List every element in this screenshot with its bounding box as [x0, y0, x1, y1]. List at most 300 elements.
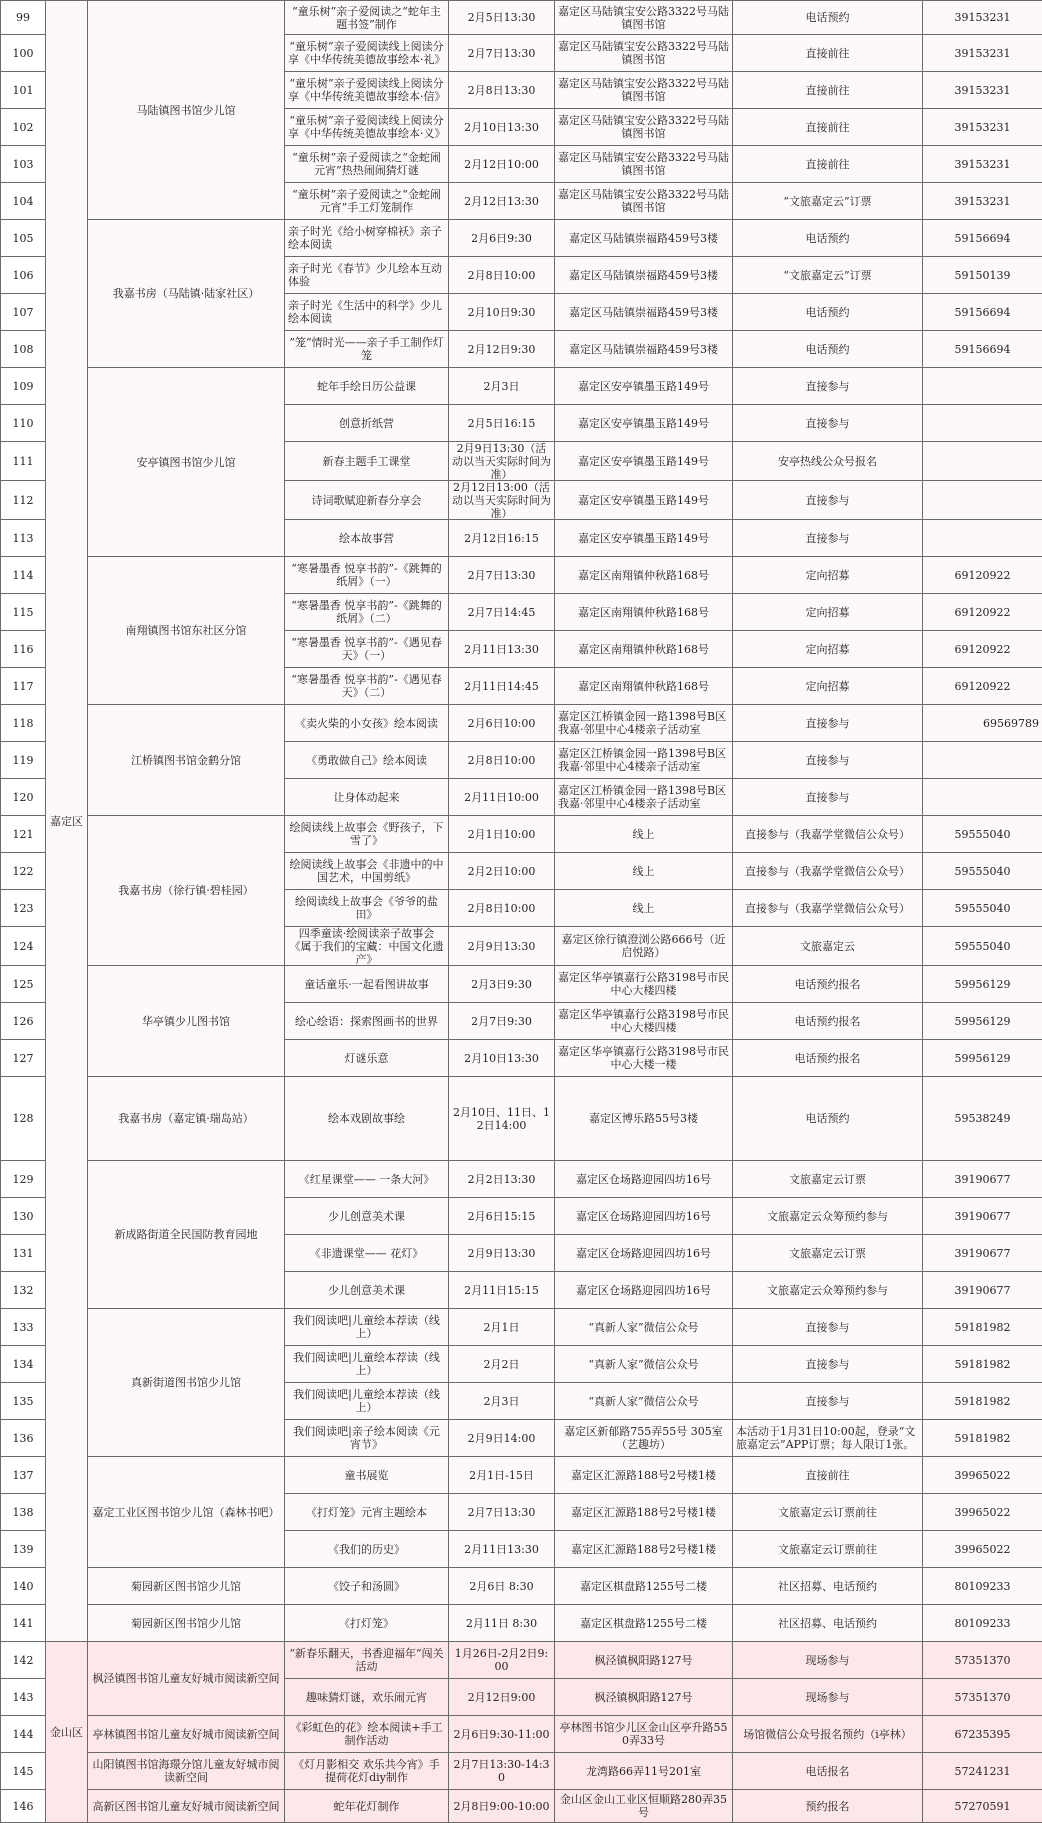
phone-cell: 39190677 [923, 1161, 1042, 1198]
time-cell: 2月8日10:00 [449, 257, 555, 294]
address-cell: 嘉定区安亭镇墨玉路149号 [555, 520, 733, 557]
row-number: 135 [1, 1383, 46, 1420]
signup-cell: 直接参与 [733, 405, 923, 442]
row-number: 119 [1, 742, 46, 779]
row-number: 103 [1, 146, 46, 183]
time-cell: 2月12日9:30 [449, 331, 555, 368]
time-cell: 1月26日-2月2日9:00 [449, 1642, 555, 1679]
row-number: 133 [1, 1309, 46, 1346]
address-cell: 嘉定区仓场路迎园四坊16号 [555, 1235, 733, 1272]
time-cell: 2月5日13:30 [449, 1, 555, 35]
address-cell: 嘉定区马陆镇崇福路459号3楼 [555, 257, 733, 294]
row-number: 137 [1, 1457, 46, 1494]
time-cell: 2月7日13:30 [449, 557, 555, 594]
signup-cell: 文旅嘉定云订票前往 [733, 1531, 923, 1568]
activity-cell: “童乐树”亲子爱阅读线上阅读分享《中华传统美德故事绘本·礼》 [285, 35, 449, 72]
row-number: 128 [1, 1077, 46, 1161]
address-cell: 嘉定区马陆镇宝安公路3322号马陆镇图书馆 [555, 1, 733, 35]
signup-cell: 直接参与（我嘉学堂微信公众号） [733, 816, 923, 853]
address-cell: 嘉定区汇源路188号2号楼1楼 [555, 1494, 733, 1531]
venue-cell: 高新区图书馆儿童友好城市阅读新空间 [88, 1790, 285, 1823]
address-cell: 枫泾镇枫阳路127号 [555, 1679, 733, 1716]
time-cell: 2月12日9:00 [449, 1679, 555, 1716]
time-cell: 2月10日9:30 [449, 294, 555, 331]
time-cell: 2月6日9:30 [449, 220, 555, 257]
activity-cell: 绘阅读线上故事会《野孩子，下雪了》 [285, 816, 449, 853]
phone-cell: 59555040 [923, 890, 1042, 927]
signup-cell: 直接前往 [733, 146, 923, 183]
address-cell: “真新人家”微信公众号 [555, 1309, 733, 1346]
phone-cell: 69120922 [923, 631, 1042, 668]
phone-cell [923, 442, 1042, 481]
signup-cell: 直接参与 [733, 1383, 923, 1420]
activity-cell: 亲子时光《生活中的科学》少儿绘本阅读 [285, 294, 449, 331]
row-number: 116 [1, 631, 46, 668]
address-cell: 嘉定区棋盘路1255号二楼 [555, 1605, 733, 1642]
venue-cell: 山阳镇图书馆海璟分馆儿童友好城市阅读新空间 [88, 1753, 285, 1790]
phone-cell [923, 779, 1042, 816]
activity-cell: 《打灯笼》元宵主题绘本 [285, 1494, 449, 1531]
activity-cell: 《彩虹色的花》绘本阅读+手工制作活动 [285, 1716, 449, 1753]
address-cell: 嘉定区马陆镇宝安公路3322号马陆镇图书馆 [555, 35, 733, 72]
venue-cell: 新成路街道全民国防教育园地 [88, 1161, 285, 1309]
time-cell: 2月7日13:30 [449, 1494, 555, 1531]
row-number: 140 [1, 1568, 46, 1605]
address-cell: 嘉定区马陆镇宝安公路3322号马陆镇图书馆 [555, 146, 733, 183]
signup-cell: 定向招募 [733, 594, 923, 631]
time-cell: 2月5日16:15 [449, 405, 555, 442]
venue-cell: 我嘉书房（徐行镇·碧桂园） [88, 816, 285, 966]
phone-cell: 59538249 [923, 1077, 1042, 1161]
time-cell: 2月3日 [449, 1383, 555, 1420]
activity-cell: 我们阅读吧|儿童绘本荐读（线上） [285, 1383, 449, 1420]
phone-cell: 80109233 [923, 1568, 1042, 1605]
phone-cell: 59181982 [923, 1383, 1042, 1420]
row-number: 100 [1, 35, 46, 72]
signup-cell: 直接前往 [733, 35, 923, 72]
phone-cell: 57270591 [923, 1790, 1042, 1823]
address-cell: 嘉定区棋盘路1255号二楼 [555, 1568, 733, 1605]
row-number: 122 [1, 853, 46, 890]
activity-cell: 亲子时光《春节》少儿绘本互动体验 [285, 257, 449, 294]
signup-cell: 电话报名 [733, 1753, 923, 1790]
row-number: 142 [1, 1642, 46, 1679]
row-number: 107 [1, 294, 46, 331]
row-number: 102 [1, 109, 46, 146]
activity-cell: 绘本戏剧故事绘 [285, 1077, 449, 1161]
address-cell: 嘉定区马陆镇宝安公路3322号马陆镇图书馆 [555, 72, 733, 109]
signup-cell: 直接参与（我嘉学堂微信公众号） [733, 890, 923, 927]
signup-cell: 安亭热线公众号报名 [733, 442, 923, 481]
activity-cell: 少儿创意美术课 [285, 1198, 449, 1235]
phone-cell: 59156694 [923, 331, 1042, 368]
row-number: 124 [1, 927, 46, 966]
address-cell: 嘉定区仓场路迎园四坊16号 [555, 1272, 733, 1309]
address-cell: 嘉定区仓场路迎园四坊16号 [555, 1198, 733, 1235]
signup-cell: 直接参与 [733, 1346, 923, 1383]
row-number: 115 [1, 594, 46, 631]
phone-cell: 59156694 [923, 220, 1042, 257]
row-number: 129 [1, 1161, 46, 1198]
activity-cell: 我们阅读吧|儿童绘本荐读（线上） [285, 1309, 449, 1346]
phone-cell: 39190677 [923, 1272, 1042, 1309]
time-cell: 2月7日13:30 [449, 35, 555, 72]
time-cell: 2月11日13:30 [449, 631, 555, 668]
time-cell: 2月1日10:00 [449, 816, 555, 853]
signup-cell: 场馆微信公众号报名预约（i亭林） [733, 1716, 923, 1753]
time-cell: 2月6日 8:30 [449, 1568, 555, 1605]
activity-cell: 绘阅读线上故事会《爷爷的盐田》 [285, 890, 449, 927]
row-number: 108 [1, 331, 46, 368]
activity-cell: “寒暑墨香 悦享书韵”-《跳舞的纸屑》（二） [285, 594, 449, 631]
signup-cell: 文旅嘉定云订票前往 [733, 1494, 923, 1531]
phone-cell: 59555040 [923, 816, 1042, 853]
phone-cell [923, 742, 1042, 779]
venue-cell: 马陆镇图书馆少儿馆 [88, 1, 285, 220]
time-cell: 2月12日10:00 [449, 146, 555, 183]
address-cell: 嘉定区华亭镇嘉行公路3198号市民中心大楼一楼 [555, 1040, 733, 1077]
phone-cell: 57351370 [923, 1642, 1042, 1679]
signup-cell: 电话预约 [733, 294, 923, 331]
activity-cell: 灯谜乐意 [285, 1040, 449, 1077]
address-cell: 嘉定区华亭镇嘉行公路3198号市民中心大楼四楼 [555, 966, 733, 1003]
time-cell: 2月9日13:30 [449, 1235, 555, 1272]
address-cell: 嘉定区马陆镇崇福路459号3楼 [555, 331, 733, 368]
activity-cell: 《打灯笼》 [285, 1605, 449, 1642]
time-cell: 2月8日10:00 [449, 742, 555, 779]
phone-cell: 59956129 [923, 966, 1042, 1003]
signup-cell: 定向招募 [733, 631, 923, 668]
signup-cell: 直接参与 [733, 481, 923, 520]
row-number: 139 [1, 1531, 46, 1568]
activity-cell: 《我们的历史》 [285, 1531, 449, 1568]
phone-cell: 59181982 [923, 1309, 1042, 1346]
address-cell: 枫泾镇枫阳路127号 [555, 1642, 733, 1679]
address-cell: 嘉定区马陆镇宝安公路3322号马陆镇图书馆 [555, 183, 733, 220]
address-cell: 嘉定区徐行镇澄浏公路666号（近启悦路） [555, 927, 733, 966]
venue-cell: 南翔镇图书馆东社区分馆 [88, 557, 285, 705]
row-number: 127 [1, 1040, 46, 1077]
phone-cell: 39153231 [923, 183, 1042, 220]
activity-cell: 诗词歌赋迎新春分享会 [285, 481, 449, 520]
activity-cell: 创意折纸营 [285, 405, 449, 442]
signup-cell: 电话预约报名 [733, 1003, 923, 1040]
activity-cell: 童话童乐·一起看图讲故事 [285, 966, 449, 1003]
phone-cell: 59156694 [923, 294, 1042, 331]
address-cell: 嘉定区汇源路188号2号楼1楼 [555, 1531, 733, 1568]
time-cell: 2月12日16:15 [449, 520, 555, 557]
address-cell: 嘉定区安亭镇墨玉路149号 [555, 442, 733, 481]
signup-cell: 文旅嘉定云众筹预约参与 [733, 1272, 923, 1309]
row-number: 118 [1, 705, 46, 742]
activity-cell: 《卖火柴的小女孩》绘本阅读 [285, 705, 449, 742]
phone-cell: 69120922 [923, 668, 1042, 705]
address-cell: 嘉定区华亭镇嘉行公路3198号市民中心大楼四楼 [555, 1003, 733, 1040]
venue-cell: 枫泾镇图书馆儿童友好城市阅读新空间 [88, 1642, 285, 1716]
activity-cell: “童乐树”亲子爱阅读之“金蛇闹元宵”热热闹闹猜灯谜 [285, 146, 449, 183]
activity-cell: “童乐树”亲子爱阅读之“金蛇闹元宵”手工灯笼制作 [285, 183, 449, 220]
activity-cell: “寒暑墨香 悦享书韵”-《跳舞的纸屑》（一） [285, 557, 449, 594]
activity-cell: 《红星课堂—— 一条大河》 [285, 1161, 449, 1198]
activity-cell: 绘本故事营 [285, 520, 449, 557]
signup-cell: 文旅嘉定云众筹预约参与 [733, 1198, 923, 1235]
time-cell: 2月6日10:00 [449, 705, 555, 742]
signup-cell: 社区招募、电话预约 [733, 1605, 923, 1642]
time-cell: 2月11日10:00 [449, 779, 555, 816]
row-number: 105 [1, 220, 46, 257]
row-number: 113 [1, 520, 46, 557]
signup-cell: 定向招募 [733, 668, 923, 705]
time-cell: 2月10日、11日、12日14:00 [449, 1077, 555, 1161]
row-number: 125 [1, 966, 46, 1003]
signup-cell: 直接参与 [733, 779, 923, 816]
time-cell: 2月1日 [449, 1309, 555, 1346]
activity-cell: “寒暑墨香 悦享书韵”-《遇见春天》（二） [285, 668, 449, 705]
signup-cell: 电话预约报名 [733, 1040, 923, 1077]
time-cell: 2月3日 [449, 368, 555, 405]
time-cell: 2月9日14:00 [449, 1420, 555, 1457]
phone-cell: 39965022 [923, 1457, 1042, 1494]
time-cell: 2月2日13:30 [449, 1161, 555, 1198]
address-cell: 嘉定区马陆镇崇福路459号3楼 [555, 294, 733, 331]
phone-cell: 57241231 [923, 1753, 1042, 1790]
activity-cell [285, 927, 449, 966]
time-cell: 2月11日13:30 [449, 1531, 555, 1568]
signup-cell: 现场参与 [733, 1642, 923, 1679]
venue-cell: 我嘉书房（嘉定镇·瑞岛站） [88, 1077, 285, 1161]
phone-cell: 39153231 [923, 72, 1042, 109]
venue-cell: 我嘉书房（马陆镇·陆家社区） [88, 220, 285, 368]
signup-cell: 直接参与 [733, 520, 923, 557]
address-cell: “真新人家”微信公众号 [555, 1346, 733, 1383]
signup-cell: 直接参与（我嘉学堂微信公众号） [733, 853, 923, 890]
signup-cell: 电话预约 [733, 1077, 923, 1161]
time-cell: 2月2日 [449, 1346, 555, 1383]
signup-cell: 直接参与 [733, 705, 923, 742]
signup-cell: 预约报名 [733, 1790, 923, 1823]
phone-cell: 69120922 [923, 557, 1042, 594]
signup-cell: 电话预约 [733, 331, 923, 368]
phone-cell: 39153231 [923, 35, 1042, 72]
activity-cell: “新春乐翻天，书香迎福年”闯关活动 [285, 1642, 449, 1679]
address-cell: 线上 [555, 816, 733, 853]
address-cell: “真新人家”微信公众号 [555, 1383, 733, 1420]
address-cell: 嘉定区南翔镇仲秋路168号 [555, 557, 733, 594]
phone-cell: 39190677 [923, 1235, 1042, 1272]
venue-cell: 菊园新区图书馆少儿馆 [88, 1568, 285, 1605]
time-cell: 2月12日13:30 [449, 183, 555, 220]
time-cell: 2月10日13:30 [449, 1040, 555, 1077]
row-number: 110 [1, 405, 46, 442]
phone-cell: 39965022 [923, 1494, 1042, 1531]
address-cell: 嘉定区南翔镇仲秋路168号 [555, 668, 733, 705]
signup-cell: 文旅嘉定云订票 [733, 1235, 923, 1272]
time-cell: 2月6日15:15 [449, 1198, 555, 1235]
row-number: 146 [1, 1790, 46, 1823]
address-cell: 亭林图书馆少儿区金山区亭升路550弄33号 [555, 1716, 733, 1753]
row-number: 117 [1, 668, 46, 705]
address-cell: 线上 [555, 890, 733, 927]
address-cell: 嘉定区马陆镇崇福路459号3楼 [555, 220, 733, 257]
signup-cell: 电话预约 [733, 1, 923, 35]
row-number: 141 [1, 1605, 46, 1642]
row-number: 145 [1, 1753, 46, 1790]
address-cell: 嘉定区江桥镇金园一路1398号B区我嘉·邻里中心4楼亲子活动室 [555, 779, 733, 816]
address-cell: 嘉定区马陆镇宝安公路3322号马陆镇图书馆 [555, 109, 733, 146]
address-cell: 金山区金山工业区恒顺路280弄35号 [555, 1790, 733, 1823]
time-cell: 2月7日13:30-14:30 [449, 1753, 555, 1790]
activity-cell: 少儿创意美术课 [285, 1272, 449, 1309]
activity-cell: 蛇年手绘日历公益课 [285, 368, 449, 405]
row-number: 126 [1, 1003, 46, 1040]
phone-cell: 59181982 [923, 1420, 1042, 1457]
phone-cell: 69120922 [923, 594, 1042, 631]
signup-cell: 直接参与 [733, 742, 923, 779]
venue-cell: 亭林镇图书馆儿童友好城市阅读新空间 [88, 1716, 285, 1753]
row-number: 104 [1, 183, 46, 220]
activity-cell: “童乐树”亲子爱阅读之“蛇年主题书签”制作 [285, 1, 449, 35]
phone-cell: 59181982 [923, 1346, 1042, 1383]
phone-cell: 39965022 [923, 1531, 1042, 1568]
activity-text: 四季童读·绘阅读亲子故事会《属于我们的宝藏：中国文化遗产》 [288, 927, 445, 965]
row-number: 144 [1, 1716, 46, 1753]
address-cell: 嘉定区南翔镇仲秋路168号 [555, 631, 733, 668]
venue-cell: 华亭镇少儿图书馆 [88, 966, 285, 1077]
phone-cell: 59150139 [923, 257, 1042, 294]
signup-cell [733, 1420, 923, 1457]
phone-cell: 59956129 [923, 1040, 1042, 1077]
time-cell: 2月11日14:45 [449, 668, 555, 705]
activity-cell: 童书展览 [285, 1457, 449, 1494]
signup-cell: 电话预约 [733, 220, 923, 257]
signup-cell: 文旅嘉定云订票 [733, 1161, 923, 1198]
address-cell: 嘉定区南翔镇仲秋路168号 [555, 594, 733, 631]
activity-cell: “寒暑墨香 悦享书韵”-《遇见春天》（一） [285, 631, 449, 668]
time-cell: 2月11日15:15 [449, 1272, 555, 1309]
time-cell: 2月1日-15日 [449, 1457, 555, 1494]
address-cell: 嘉定区仓场路迎园四坊16号 [555, 1161, 733, 1198]
time-cell: 2月8日13:30 [449, 72, 555, 109]
time-cell: 2月3日9:30 [449, 966, 555, 1003]
venue-cell: 菊园新区图书馆少儿馆 [88, 1605, 285, 1642]
district-cell: 嘉定区 [46, 1, 88, 1642]
time-cell [449, 442, 555, 481]
phone-cell: 59956129 [923, 1003, 1042, 1040]
time-cell: 2月11日 8:30 [449, 1605, 555, 1642]
venue-cell: 真新街道图书馆少儿馆 [88, 1309, 285, 1457]
address-cell: 嘉定区新郁路755弄55号 305室（艺趣坊） [555, 1420, 733, 1457]
address-cell: 线上 [555, 853, 733, 890]
signup-cell: 直接前往 [733, 109, 923, 146]
phone-cell [923, 481, 1042, 520]
phone-cell [923, 368, 1042, 405]
activity-cell: “童乐树”亲子爱阅读线上阅读分享《中华传统美德故事绘本·义》 [285, 109, 449, 146]
phone-cell: 67235395 [923, 1716, 1042, 1753]
time-cell: 2月6日9:30-11:00 [449, 1716, 555, 1753]
activity-cell: 我们阅读吧|儿童绘本荐读（线上） [285, 1346, 449, 1383]
signup-cell: 定向招募 [733, 557, 923, 594]
phone-cell: 39153231 [923, 1, 1042, 35]
phone-cell [923, 405, 1042, 442]
row-number: 136 [1, 1420, 46, 1457]
time-cell: 2月9日13:30 [449, 927, 555, 966]
row-number: 109 [1, 368, 46, 405]
time-cell: 2月2日10:00 [449, 853, 555, 890]
activity-cell: 亲子时光《给小树穿棉袄》亲子绘本阅读 [285, 220, 449, 257]
activity-cell: 绘阅读线上故事会《非遗中的中国艺术，中国剪纸》 [285, 853, 449, 890]
signup-cell: 直接前往 [733, 1457, 923, 1494]
activity-cell: 蛇年花灯制作 [285, 1790, 449, 1823]
phone-cell: 57351370 [923, 1679, 1042, 1716]
address-cell: 嘉定区博乐路55号3楼 [555, 1077, 733, 1161]
row-number: 114 [1, 557, 46, 594]
activity-cell: ”笼“情时光——亲子手工制作灯笼 [285, 331, 449, 368]
signup-cell: 直接前往 [733, 72, 923, 109]
district-cell: 金山区 [46, 1642, 88, 1823]
row-number: 130 [1, 1198, 46, 1235]
phone-cell: 59555040 [923, 853, 1042, 890]
row-number: 132 [1, 1272, 46, 1309]
phone-cell: 80109233 [923, 1605, 1042, 1642]
row-number: 134 [1, 1346, 46, 1383]
row-number: 138 [1, 1494, 46, 1531]
signup-cell: “文旅嘉定云”订票 [733, 257, 923, 294]
row-number: 131 [1, 1235, 46, 1272]
address-cell: 嘉定区安亭镇墨玉路149号 [555, 405, 733, 442]
signup-cell: 电话预约报名 [733, 966, 923, 1003]
row-number: 106 [1, 257, 46, 294]
signup-cell: 直接参与 [733, 368, 923, 405]
phone-cell: 39153231 [923, 109, 1042, 146]
time-cell: 2月7日14:45 [449, 594, 555, 631]
activity-cell: 《饺子和汤圆》 [285, 1568, 449, 1605]
time-cell [449, 481, 555, 520]
row-number: 99 [1, 1, 46, 35]
signup-cell: 文旅嘉定云 [733, 927, 923, 966]
row-number: 111 [1, 442, 46, 481]
activity-cell: 新春主题手工课堂 [285, 442, 449, 481]
activity-cell: 绘心绘语：探索图画书的世界 [285, 1003, 449, 1040]
activity-cell: 《勇敢做自己》绘本阅读 [285, 742, 449, 779]
time-cell: 2月10日13:30 [449, 109, 555, 146]
address-cell: 嘉定区江桥镇金园一路1398号B区我嘉·邻里中心4楼亲子活动室 [555, 705, 733, 742]
venue-cell: 江桥镇图书馆金鹤分馆 [88, 705, 285, 816]
activity-cell: “童乐树”亲子爱阅读线上阅读分享《中华传统美德故事绘本·信》 [285, 72, 449, 109]
signup-cell: 直接参与 [733, 1309, 923, 1346]
row-number: 120 [1, 779, 46, 816]
time-text: 2月9日13:30（活动以当天实际时间为准） [452, 442, 551, 480]
row-number: 143 [1, 1679, 46, 1716]
time-cell: 2月7日9:30 [449, 1003, 555, 1040]
activity-cell: 让身体动起来 [285, 779, 449, 816]
activity-cell: 《灯月影相交 欢乐共今宵》手提荷花灯diy制作 [285, 1753, 449, 1790]
signup-cell: 社区招募、电话预约 [733, 1568, 923, 1605]
address-cell: 嘉定区江桥镇金园一路1398号B区我嘉·邻里中心4楼亲子活动室 [555, 742, 733, 779]
phone-cell: 39190677 [923, 1198, 1042, 1235]
address-cell: 龙湾路66弄11号201室 [555, 1753, 733, 1790]
activity-cell: 趣味猜灯谜，欢乐闹元宵 [285, 1679, 449, 1716]
phone-cell: 59555040 [923, 927, 1042, 966]
activity-cell: 我们阅读吧|亲子绘本阅读《元宵节》 [285, 1420, 449, 1457]
row-number: 121 [1, 816, 46, 853]
phone-cell: 39153231 [923, 146, 1042, 183]
venue-cell: 安亭镇图书馆少儿馆 [88, 368, 285, 557]
time-cell: 2月8日9:00-10:00 [449, 1790, 555, 1823]
row-number: 123 [1, 890, 46, 927]
row-number: 112 [1, 481, 46, 520]
phone-cell: 69569789 [923, 705, 1042, 742]
signup-cell: 现场参与 [733, 1679, 923, 1716]
